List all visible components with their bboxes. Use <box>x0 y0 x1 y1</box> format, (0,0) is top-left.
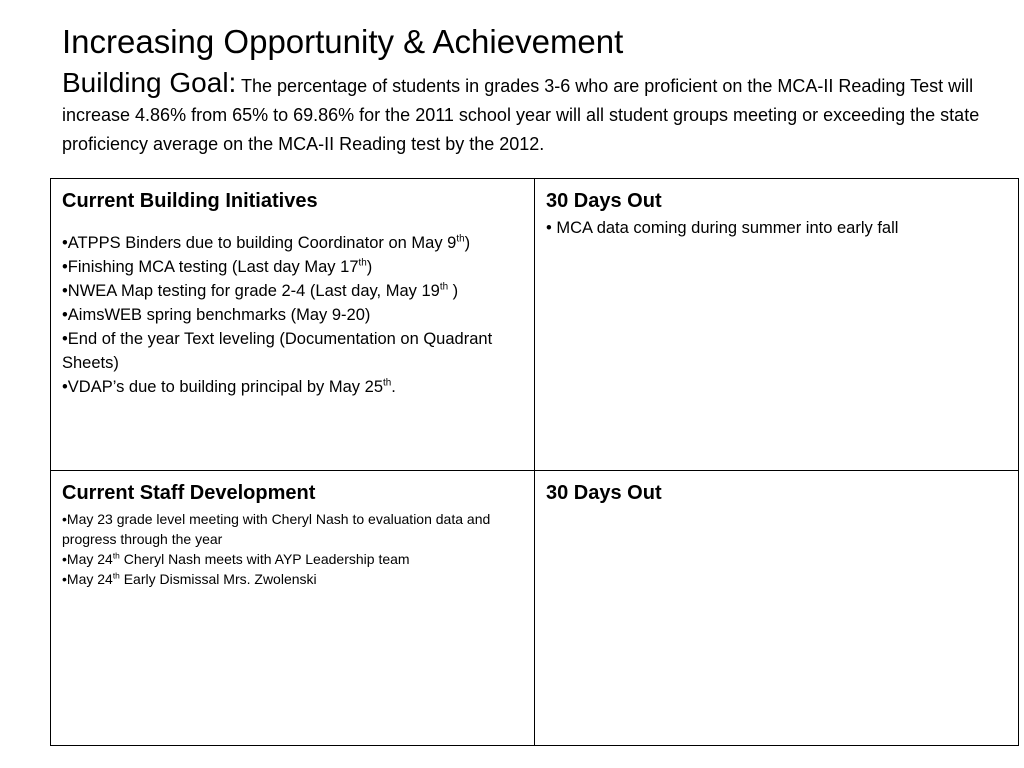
bullet: • <box>62 306 68 324</box>
bullet: • <box>62 234 68 252</box>
building-goal-text: The percentage of students in grades 3-6 who are proficient on the MCA-II Reading Test will increase 4.86% from 65% to 69.86% for the 2011 school year will all student groups meeting or exceeding the state proficiency average on the MCA-II Reading test by the 2012. <box>62 76 980 154</box>
bullet: • <box>62 571 67 587</box>
item-text: End of the year Text leveling (Documentation on Quadrant Sheets) <box>62 330 493 372</box>
ordinal-suffix: th <box>358 257 367 269</box>
item-text: May 24 <box>66 551 113 567</box>
bullet: • <box>62 378 68 396</box>
staff-development-list <box>62 509 524 589</box>
item-text-end: . <box>391 378 396 396</box>
item-text: Finishing MCA testing (Last day May 17 <box>67 258 359 276</box>
item-text: AimsWEB spring benchmarks (May 9-20) <box>67 306 371 324</box>
list-item <box>546 217 1008 239</box>
cell-30-days-out-top <box>535 179 1019 471</box>
item-text: May 23 grade level meeting with Cheryl Nash to evaluation data and progress through the year <box>62 511 491 547</box>
bullet: • <box>62 282 68 300</box>
list-item <box>62 231 524 255</box>
list-item <box>62 375 524 399</box>
current-building-initiatives-heading: Current Building Initiatives <box>62 190 318 212</box>
ordinal-suffix: th <box>112 570 120 581</box>
item-text-end: Early Dismissal Mrs. Zwolenski <box>119 571 317 587</box>
item-text: VDAP’s due to building principal by May 25 <box>67 378 383 396</box>
table-row <box>51 179 1019 471</box>
cell-current-staff-development <box>51 471 535 746</box>
building-goal-label: Building Goal: <box>62 67 237 98</box>
30-days-out-heading: 30 Days Out <box>546 190 662 212</box>
cell-30-days-out-bottom <box>535 471 1019 746</box>
cell-current-building-initiatives <box>51 179 535 471</box>
item-text-end: ) <box>464 234 471 252</box>
ordinal-suffix: th <box>112 550 120 561</box>
item-text-end: ) <box>366 258 373 276</box>
ordinal-suffix: th <box>456 233 465 245</box>
list-item <box>62 303 524 327</box>
item-text: MCA data coming during summer into early fall <box>551 219 899 237</box>
current-staff-development-heading: Current Staff Development <box>62 482 316 504</box>
bullet: • <box>62 258 68 276</box>
list-item <box>62 279 524 303</box>
ordinal-suffix: th <box>439 281 449 293</box>
initiatives-table <box>50 178 1019 746</box>
building-goal <box>62 68 992 159</box>
table-row <box>51 471 1019 746</box>
bullet: • <box>62 551 67 567</box>
list-item <box>62 327 524 375</box>
30-days-out-list <box>546 217 1008 239</box>
item-text: ATPPS Binders due to building Coordinator on May 9 <box>67 234 457 252</box>
list-item <box>62 569 524 589</box>
bullet: • <box>546 219 552 237</box>
slide-title: Increasing Opportunity & Achievement <box>62 23 624 60</box>
list-item <box>62 509 524 549</box>
item-text-end: Cheryl Nash meets with AYP Leadership team <box>119 551 410 567</box>
bullet: • <box>62 330 68 348</box>
bullet: • <box>62 511 67 527</box>
ordinal-suffix: th <box>383 377 392 389</box>
list-item <box>62 255 524 279</box>
item-text: NWEA Map testing for grade 2-4 (Last day, May 19 <box>67 282 440 300</box>
30-days-out-heading: 30 Days Out <box>546 482 662 504</box>
building-initiatives-list <box>62 231 524 399</box>
item-text-end: ) <box>448 282 459 300</box>
item-text: May 24 <box>66 571 113 587</box>
list-item <box>62 549 524 569</box>
